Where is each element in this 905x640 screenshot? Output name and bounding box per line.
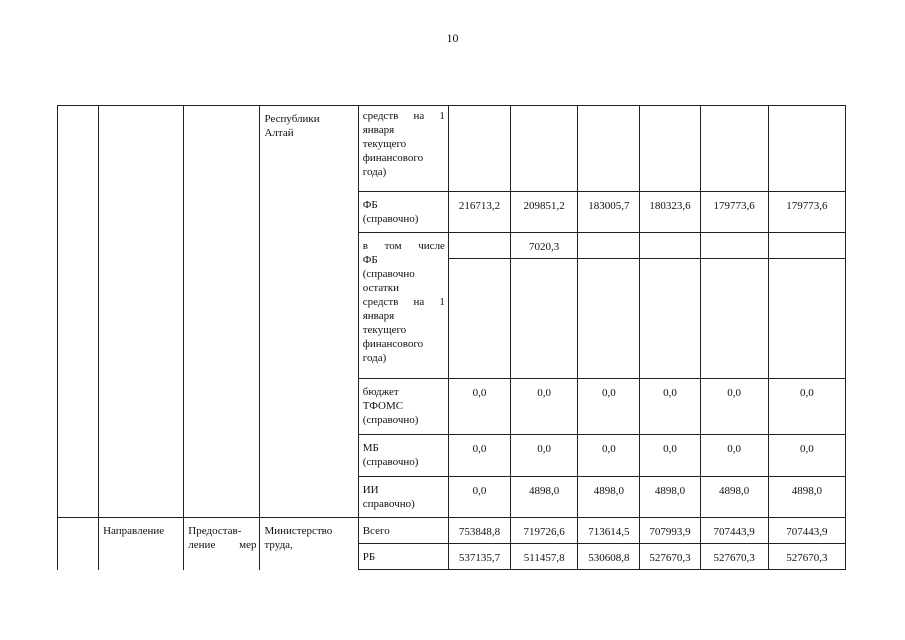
value-cell: 0,0	[640, 435, 700, 477]
value-cell	[448, 106, 510, 192]
executor-cell: Республики Алтай	[260, 106, 358, 518]
measure-cell: Предостав- ление мер	[184, 518, 260, 571]
value-cell: 4898,0	[511, 477, 578, 518]
value-cell: 527670,3	[700, 544, 768, 570]
budget-table-container	[57, 105, 846, 570]
value-cell: 0,0	[768, 435, 845, 477]
empty-cell	[640, 570, 700, 571]
value-cell	[700, 106, 768, 192]
value-cell: 0,0	[511, 379, 578, 435]
value-cell: 0,0	[578, 379, 640, 435]
value-cell	[578, 233, 640, 259]
empty-cell	[768, 570, 845, 571]
value-cell: 0,0	[700, 435, 768, 477]
measure-cell	[184, 106, 260, 518]
value-cell: 0,0	[640, 379, 700, 435]
source-label-cell: ИИ справочно)	[358, 477, 448, 518]
source-label-cell: средств на 1 января текущего финансового года)	[358, 106, 448, 192]
value-cell: 179773,6	[768, 192, 845, 233]
value-cell: 0,0	[700, 379, 768, 435]
empty-value-cell	[768, 259, 845, 379]
value-cell: 216713,2	[448, 192, 510, 233]
value-cell: 707443,9	[768, 518, 845, 544]
empty-value-cell	[578, 259, 640, 379]
value-cell: 183005,7	[578, 192, 640, 233]
executor-cell: Министерство труда,	[260, 518, 358, 571]
value-cell: 209851,2	[511, 192, 578, 233]
empty-cell	[511, 570, 578, 571]
value-cell: 707993,9	[640, 518, 700, 544]
source-label-cell: бюджет ТФОМС (справочно)	[358, 379, 448, 435]
empty-cell	[448, 570, 510, 571]
direction-cell	[99, 106, 184, 518]
value-cell: 0,0	[448, 477, 510, 518]
value-cell	[640, 106, 700, 192]
value-cell	[768, 233, 845, 259]
number-cell	[58, 518, 99, 571]
source-label-cell: Всего	[358, 518, 448, 544]
value-cell: 527670,3	[640, 544, 700, 570]
value-cell: 527670,3	[768, 544, 845, 570]
value-cell: 180323,6	[640, 192, 700, 233]
source-label-cell: в том числе ФБ (справочно остатки средств на 1 января текущего финансового года)	[358, 233, 448, 379]
budget-table	[57, 105, 846, 570]
number-cell	[58, 106, 99, 518]
value-cell	[640, 233, 700, 259]
source-label-cell: РБ	[358, 544, 448, 570]
direction-cell: Направление	[99, 518, 184, 571]
value-cell: 713614,5	[578, 518, 640, 544]
value-cell: 511457,8	[511, 544, 578, 570]
value-cell: 753848,8	[448, 518, 510, 544]
source-label-cell: ФБ (справочно)	[358, 192, 448, 233]
value-cell: 4898,0	[768, 477, 845, 518]
table-row	[58, 518, 846, 544]
value-cell	[578, 106, 640, 192]
value-cell: 0,0	[511, 435, 578, 477]
empty-value-cell	[448, 259, 510, 379]
empty-value-cell	[640, 259, 700, 379]
value-cell: 4898,0	[700, 477, 768, 518]
value-cell: 537135,7	[448, 544, 510, 570]
empty-cell	[700, 570, 768, 571]
value-cell: 707443,9	[700, 518, 768, 544]
table-row	[58, 106, 846, 192]
value-cell: 4898,0	[640, 477, 700, 518]
source-label-cell: МБ (справочно)	[358, 435, 448, 477]
value-cell	[448, 233, 510, 259]
value-cell: 179773,6	[700, 192, 768, 233]
value-cell: 0,0	[448, 379, 510, 435]
value-cell: 719726,6	[511, 518, 578, 544]
value-cell: 0,0	[768, 379, 845, 435]
value-cell	[700, 233, 768, 259]
value-cell	[768, 106, 845, 192]
empty-value-cell	[511, 259, 578, 379]
value-cell	[511, 106, 578, 192]
value-cell: 4898,0	[578, 477, 640, 518]
value-cell: 0,0	[578, 435, 640, 477]
value-cell: 0,0	[448, 435, 510, 477]
value-cell: 530608,8	[578, 544, 640, 570]
empty-cell	[578, 570, 640, 571]
value-cell: 7020,3	[511, 233, 578, 259]
page-number: 10	[446, 31, 459, 45]
empty-value-cell	[700, 259, 768, 379]
empty-cell	[358, 570, 448, 571]
